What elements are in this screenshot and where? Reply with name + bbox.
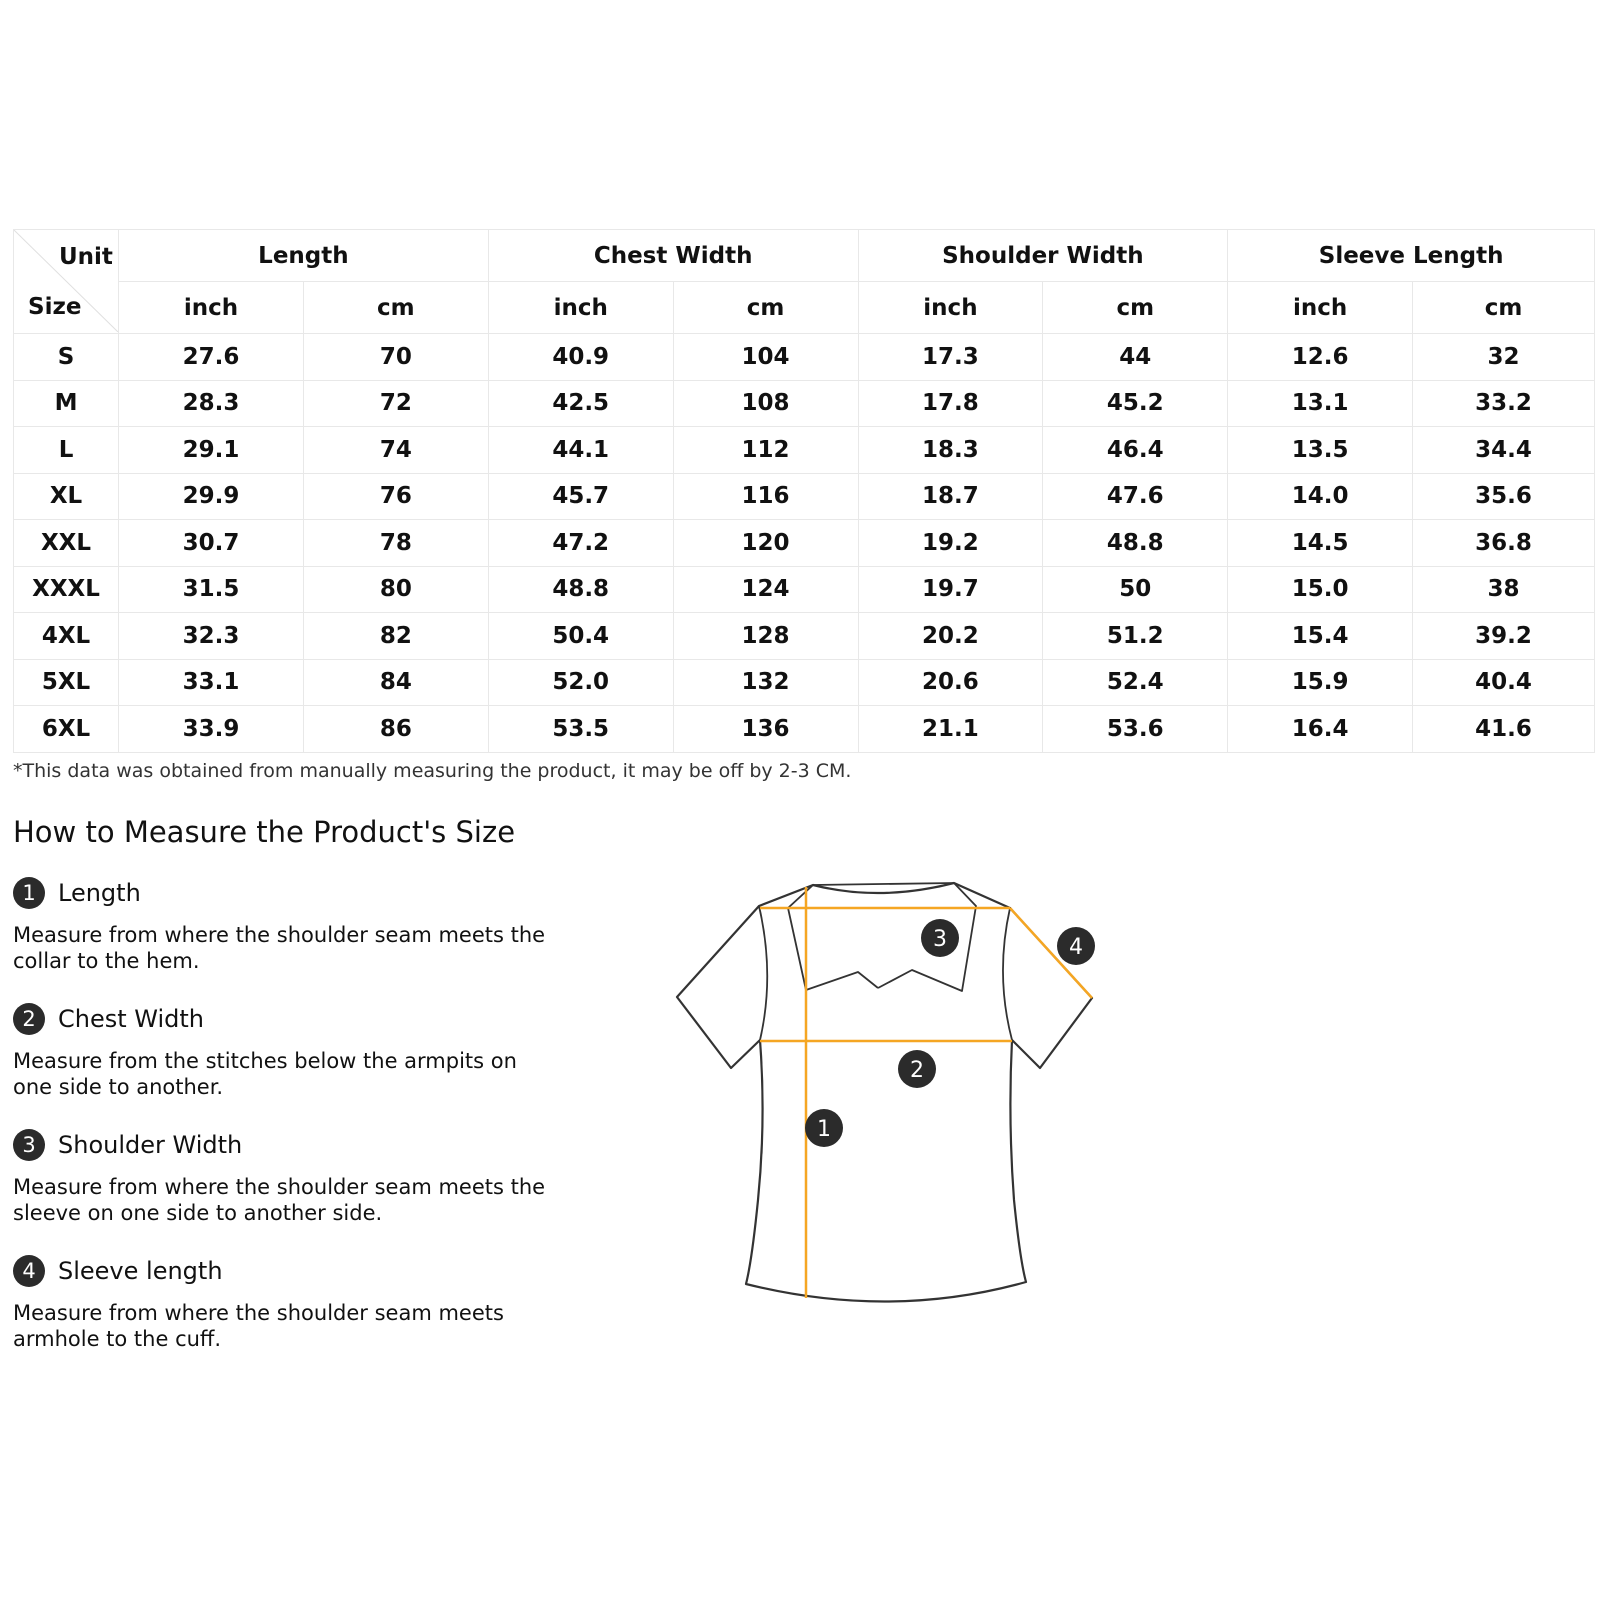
value-cell: 78 <box>303 520 488 567</box>
value-cell: 12.6 <box>1228 334 1413 381</box>
value-cell: 15.4 <box>1228 613 1413 660</box>
value-cell: 46.4 <box>1043 427 1228 474</box>
value-cell: 29.9 <box>119 473 304 520</box>
step-name: Chest Width <box>58 1005 205 1033</box>
value-cell: 19.2 <box>858 520 1043 567</box>
table-row <box>14 380 1595 427</box>
value-cell: 18.7 <box>858 473 1043 520</box>
step-number-badge: 2 <box>13 1003 45 1035</box>
table-header-row-groups <box>14 230 1595 282</box>
unit-header: cm <box>303 282 488 334</box>
how-to-measure-title: How to Measure the Product's Size <box>13 815 516 849</box>
value-cell: 27.6 <box>119 334 304 381</box>
value-cell: 53.6 <box>1043 706 1228 753</box>
unit-header: cm <box>1043 282 1228 334</box>
table-row <box>14 427 1595 474</box>
value-cell: 16.4 <box>1228 706 1413 753</box>
value-cell: 44 <box>1043 334 1228 381</box>
size-cell: M <box>14 380 119 427</box>
value-cell: 52.0 <box>488 659 673 706</box>
value-cell: 28.3 <box>119 380 304 427</box>
value-cell: 42.5 <box>488 380 673 427</box>
value-cell: 136 <box>673 706 858 753</box>
step-name: Length <box>58 879 141 907</box>
value-cell: 51.2 <box>1043 613 1228 660</box>
value-cell: 47.2 <box>488 520 673 567</box>
value-cell: 45.2 <box>1043 380 1228 427</box>
step-number-badge: 1 <box>13 877 45 909</box>
value-cell: 33.2 <box>1413 380 1595 427</box>
step-name: Shoulder Width <box>58 1131 243 1159</box>
marker-4-label: 4 <box>1069 935 1083 960</box>
table-row <box>14 659 1595 706</box>
size-cell: XXXL <box>14 566 119 613</box>
table-row <box>14 520 1595 567</box>
value-cell: 35.6 <box>1413 473 1595 520</box>
value-cell: 48.8 <box>488 566 673 613</box>
value-cell: 38 <box>1413 566 1595 613</box>
measure-step-chest-width <box>13 1002 553 1100</box>
value-cell: 47.6 <box>1043 473 1228 520</box>
unit-header: cm <box>1413 282 1595 334</box>
measure-step-sleeve-length <box>13 1254 553 1352</box>
value-cell: 34.4 <box>1413 427 1595 474</box>
value-cell: 45.7 <box>488 473 673 520</box>
size-chart-table <box>13 229 1595 753</box>
value-cell: 36.8 <box>1413 520 1595 567</box>
diagram-marker-4 <box>1057 927 1095 965</box>
shirt-measurement-diagram <box>660 860 1100 1310</box>
size-cell: S <box>14 334 119 381</box>
value-cell: 33.1 <box>119 659 304 706</box>
size-cell: L <box>14 427 119 474</box>
value-cell: 120 <box>673 520 858 567</box>
size-cell: XL <box>14 473 119 520</box>
value-cell: 84 <box>303 659 488 706</box>
value-cell: 116 <box>673 473 858 520</box>
value-cell: 72 <box>303 380 488 427</box>
measurement-note: *This data was obtained from manually measuring the product, it may be off by 2-3 CM. <box>13 760 852 782</box>
table-row <box>14 473 1595 520</box>
unit-header: inch <box>1228 282 1413 334</box>
group-header-chest-width: Chest Width <box>488 230 858 282</box>
corner-size-label: Size <box>28 294 82 320</box>
unit-header: inch <box>119 282 304 334</box>
value-cell: 17.8 <box>858 380 1043 427</box>
value-cell: 44.1 <box>488 427 673 474</box>
group-header-sleeve-length: Sleeve Length <box>1228 230 1595 282</box>
table-corner-cell <box>14 230 119 334</box>
value-cell: 13.5 <box>1228 427 1413 474</box>
value-cell: 14.5 <box>1228 520 1413 567</box>
unit-header: cm <box>673 282 858 334</box>
step-number-badge: 3 <box>13 1129 45 1161</box>
size-cell: XXL <box>14 520 119 567</box>
value-cell: 32 <box>1413 334 1595 381</box>
value-cell: 15.0 <box>1228 566 1413 613</box>
step-description: Measure from where the shoulder seam meets armhole to the cuff. <box>13 1301 504 1351</box>
measure-step-shoulder-width <box>13 1128 553 1226</box>
value-cell: 18.3 <box>858 427 1043 474</box>
marker-1-label: 1 <box>817 1117 831 1142</box>
value-cell: 124 <box>673 566 858 613</box>
table-row <box>14 613 1595 660</box>
value-cell: 15.9 <box>1228 659 1413 706</box>
value-cell: 86 <box>303 706 488 753</box>
value-cell: 32.3 <box>119 613 304 660</box>
value-cell: 17.3 <box>858 334 1043 381</box>
diagram-marker-3 <box>921 919 959 957</box>
value-cell: 48.8 <box>1043 520 1228 567</box>
value-cell: 30.7 <box>119 520 304 567</box>
value-cell: 21.1 <box>858 706 1043 753</box>
step-description: Measure from where the shoulder seam meets the collar to the hem. <box>13 923 546 973</box>
step-number-badge: 4 <box>13 1255 45 1287</box>
value-cell: 29.1 <box>119 427 304 474</box>
step-description: Measure from where the shoulder seam meets the sleeve on one side to another side. <box>13 1175 546 1225</box>
value-cell: 14.0 <box>1228 473 1413 520</box>
value-cell: 50 <box>1043 566 1228 613</box>
table-row <box>14 566 1595 613</box>
value-cell: 50.4 <box>488 613 673 660</box>
value-cell: 31.5 <box>119 566 304 613</box>
value-cell: 19.7 <box>858 566 1043 613</box>
group-header-length: Length <box>119 230 489 282</box>
value-cell: 76 <box>303 473 488 520</box>
size-cell: 4XL <box>14 613 119 660</box>
value-cell: 70 <box>303 334 488 381</box>
diagram-marker-2 <box>898 1050 936 1088</box>
value-cell: 41.6 <box>1413 706 1595 753</box>
step-description: Measure from the stitches below the armpits on one side to another. <box>13 1049 517 1099</box>
unit-header: inch <box>488 282 673 334</box>
unit-header: inch <box>858 282 1043 334</box>
shirt-outline <box>677 883 1092 1302</box>
value-cell: 13.1 <box>1228 380 1413 427</box>
value-cell: 52.4 <box>1043 659 1228 706</box>
size-cell: 6XL <box>14 706 119 753</box>
value-cell: 128 <box>673 613 858 660</box>
value-cell: 20.2 <box>858 613 1043 660</box>
group-header-shoulder-width: Shoulder Width <box>858 230 1228 282</box>
value-cell: 104 <box>673 334 858 381</box>
value-cell: 20.6 <box>858 659 1043 706</box>
value-cell: 39.2 <box>1413 613 1595 660</box>
marker-3-label: 3 <box>933 927 947 952</box>
value-cell: 132 <box>673 659 858 706</box>
table-row <box>14 706 1595 753</box>
value-cell: 80 <box>303 566 488 613</box>
value-cell: 108 <box>673 380 858 427</box>
value-cell: 82 <box>303 613 488 660</box>
corner-unit-label: Unit <box>59 244 113 270</box>
diagram-marker-1 <box>805 1109 843 1147</box>
marker-2-label: 2 <box>910 1058 924 1083</box>
value-cell: 74 <box>303 427 488 474</box>
value-cell: 53.5 <box>488 706 673 753</box>
value-cell: 112 <box>673 427 858 474</box>
value-cell: 40.9 <box>488 334 673 381</box>
size-cell: 5XL <box>14 659 119 706</box>
value-cell: 33.9 <box>119 706 304 753</box>
step-name: Sleeve length <box>58 1257 223 1285</box>
table-row <box>14 334 1595 381</box>
table-header-row-units <box>14 282 1595 334</box>
value-cell: 40.4 <box>1413 659 1595 706</box>
measure-step-length <box>13 876 553 974</box>
